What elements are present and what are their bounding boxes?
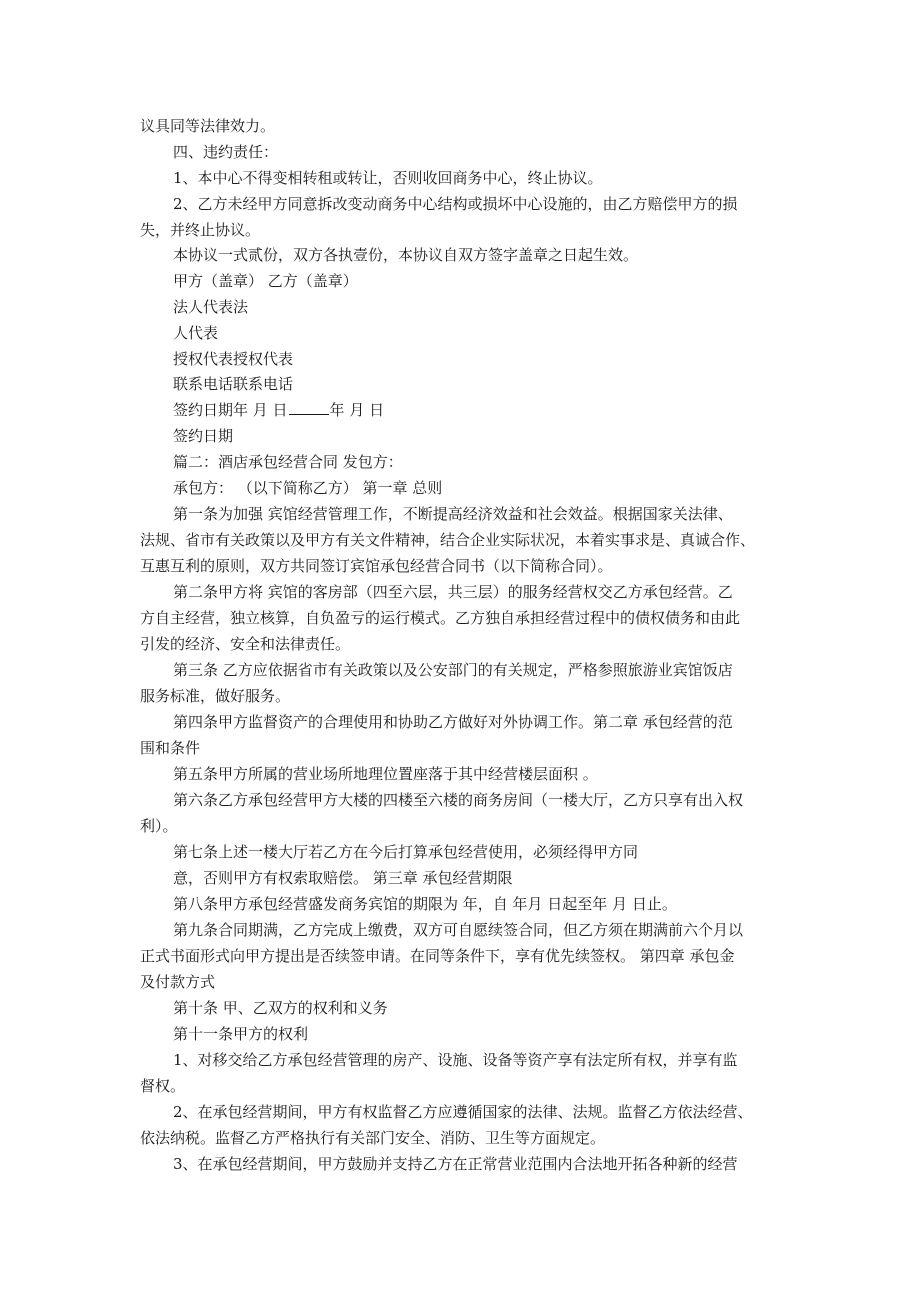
paragraph-line: 引发的经济、安全和法律责任。 — [140, 635, 351, 653]
paragraph-line: 1、本中心不得变相转租或转让，否则收回商务中心，终止协议。 — [173, 169, 603, 187]
paragraph-line: 法规、省市有关政策以及甲方有关文件精神，结合企业实际状况，本着实事求是、真诚合作、 — [140, 531, 756, 549]
paragraph-line: 利）。 — [140, 817, 178, 835]
paragraph-line: 围和条件 — [140, 739, 201, 757]
signing-date-line — [173, 400, 384, 420]
paragraph-line: 正式书面形式向甲方提出是否续签申请。在同等条件下，享有优先续签权。 第四章 承包金 — [140, 947, 735, 965]
paragraph-line: 督权。 — [140, 1077, 186, 1095]
paragraph-line: 议具同等法律效力。 — [140, 117, 276, 135]
paragraph-line: 第二条甲方将 宾馆的客房部（四至六层，共三层）的服务经营权交乙方承包经营。乙 — [173, 583, 733, 601]
paragraph-line: 第三条 乙方应依据省市有关政策以及公安部门的有关规定，严格参照旅游业宾馆饭店 — [173, 661, 733, 679]
paragraph-line: 第九条合同期满，乙方完成上缴费，双方可自愿续签合同，但乙方须在期满前六个月以 — [173, 921, 744, 939]
article-heading: 篇二：酒店承包经营合同 发包方： — [173, 453, 403, 471]
paragraph-line: 第四条甲方监督资产的合理使用和协助乙方做好对外协调工作。第二章 承包经营的范 — [173, 713, 733, 731]
paragraph-line: 3、在承包经营期间，甲方鼓励并支持乙方在正常营业范围内合法地开拓各种新的经营 — [173, 1155, 738, 1173]
signature-line: 联系电话联系电话 — [173, 375, 294, 393]
signature-line: 签约日期 — [173, 427, 234, 445]
paragraph-line: 2、在承包经营期间，甲方有权监督乙方应遵循国家的法律、法规。监督乙方依法经营、 — [173, 1103, 753, 1121]
signature-line: 人代表 — [173, 324, 219, 342]
paragraph-line: 第六条乙方承包经营甲方大楼的四楼至六楼的商务房间（一楼大厅，乙方只享有出入权 — [173, 791, 744, 809]
signature-line: 授权代表授权代表 — [173, 350, 294, 368]
paragraph-line: 互惠互利的原则，双方共同签订宾馆承包经营合同书（以下简称合同）。 — [140, 557, 613, 575]
paragraph-line: 方自主经营，独立核算，自负盈亏的运行模式。乙方独自承担经营过程中的债权债务和由此 — [140, 609, 741, 627]
section-heading: 四、违约责任： — [173, 143, 279, 161]
blank-underline — [289, 400, 329, 415]
paragraph-line: 第八条甲方承包经营盛发商务宾馆的期限为 年，自 年月 日起至年 月 日止。 — [173, 895, 677, 913]
paragraph-line: 服务标准，做好服务。 — [140, 687, 291, 705]
signing-date-left: 签约日期年 月 日 — [173, 401, 288, 419]
paragraph-line: 承包方： （以下简称乙方） 第一章 总则 — [173, 479, 443, 497]
paragraph-line: 意，否则甲方有权索取赔偿。 第三章 承包经营期限 — [173, 869, 513, 887]
paragraph-line: 本协议一式贰份，双方各执壹份，本协议自双方签字盖章之日起生效。 — [173, 246, 639, 264]
signing-date-right: 年 月 日 — [329, 401, 385, 419]
paragraph-line: 第七条上述一楼大厅若乙方在今后打算承包经营使用，必须经得甲方同 — [173, 843, 639, 861]
paragraph-line: 2、乙方未经甲方同意拆改变动商务中心结构或损坏中心设施的，由乙方赔偿甲方的损 — [173, 195, 738, 213]
signature-line: 法人代表法 — [173, 298, 249, 316]
paragraph-line: 第五条甲方所属的营业场所地理位置座落于其中经营楼层面积 。 — [173, 765, 598, 783]
paragraph-line: 第十条 甲、乙双方的权利和义务 — [173, 999, 388, 1017]
paragraph-line: 1、对移交给乙方承包经营管理的房产、设施、设备等资产享有法定所有权，并享有监 — [173, 1051, 738, 1069]
paragraph-line: 第一条为加强 宾馆经营管理工作，不断提高经济效益和社会效益。根据国家关法律、 — [173, 505, 733, 523]
signature-line: 甲方（盖章） 乙方（盖章） — [173, 272, 358, 290]
paragraph-line: 依法纳税。监督乙方严格执行有关部门安全、消防、卫生等方面规定。 — [140, 1129, 606, 1147]
paragraph-line: 失，并终止协议。 — [140, 221, 261, 239]
paragraph-line: 第十一条甲方的权利 — [173, 1025, 309, 1043]
paragraph-line: 及付款方式 — [140, 973, 216, 991]
